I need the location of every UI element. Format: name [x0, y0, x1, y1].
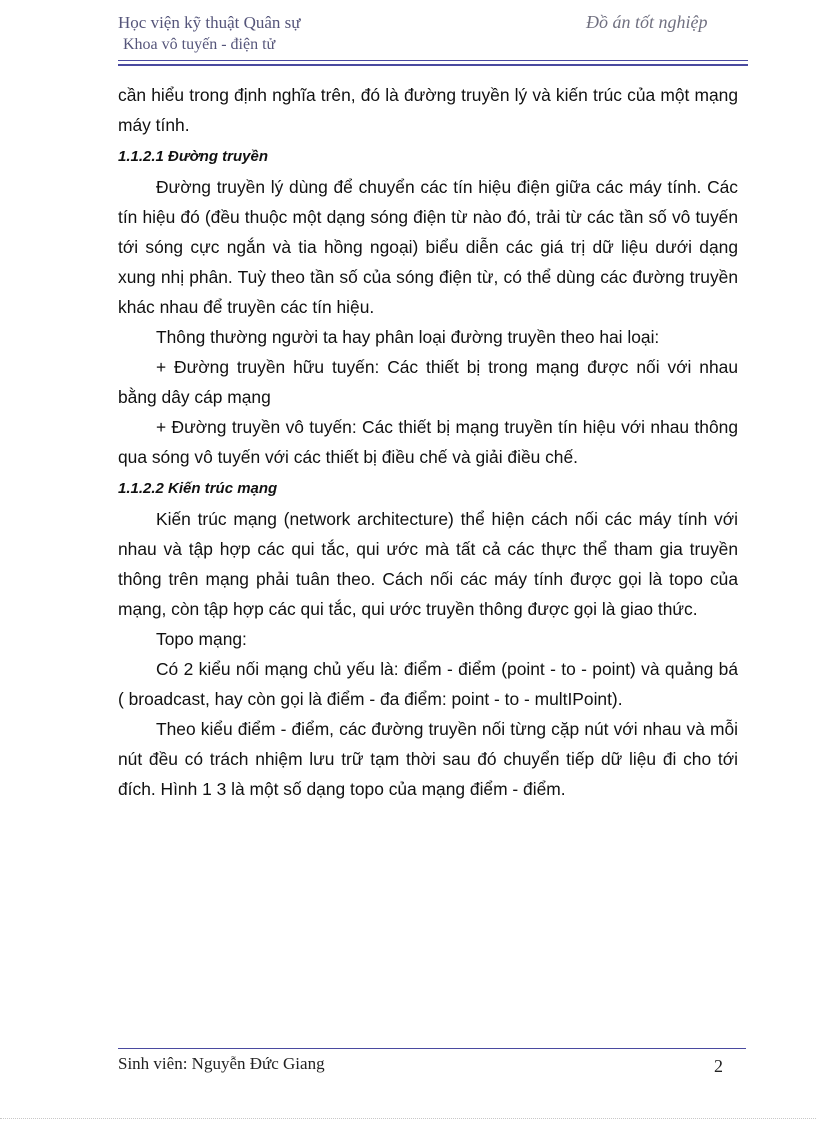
- paragraph-intro: cần hiểu trong định nghĩa trên, đó là đường truyền lý và kiến trúc của một mạng máy tính.: [118, 85, 738, 135]
- header-rule-thick: [118, 64, 748, 66]
- paragraph-connection-types: Có 2 kiểu nối mạng chủ yếu là: điểm - điểm (point - to - point) và quảng bá ( broadcast, hay còn gọi là điểm - đa điểm: point - to - multIPoint).: [118, 659, 738, 709]
- header-rule-thin: [118, 60, 748, 61]
- header-institution: Học viện kỹ thuật Quân sự: [118, 13, 301, 32]
- header-doc-type: Đồ án tốt nghiệp: [586, 12, 708, 32]
- paragraph-topology-label: Topo mạng:: [156, 629, 247, 649]
- header-faculty: Khoa vô tuyến - điện tử: [123, 36, 276, 53]
- section-heading-architecture: 1.1.2.2 Kiến trúc mạng: [118, 480, 278, 497]
- footer-student: Sinh viên: Nguyễn Đức Giang: [118, 1054, 325, 1073]
- section-heading-transmission: 1.1.2.1 Đường truyền: [118, 148, 268, 165]
- paragraph-point-to-point: Theo kiểu điểm - điểm, các đường truyền nối từng cặp nút với nhau và mỗi nút đều có trách nhiệm lưu trữ tạm thời sau đó chuyển tiếp dữ liệu đi cho tới đích. Hình 1 3 là một số dạng topo của mạng điểm - điểm.: [118, 719, 738, 799]
- footer-rule: [118, 1048, 746, 1049]
- paragraph-classification: Thông thường người ta hay phân loại đường truyền theo hai loại:: [156, 327, 660, 347]
- header-left: [118, 12, 300, 56]
- page-content: [118, 80, 738, 804]
- paragraph-wired: + Đường truyền hữu tuyến: Các thiết bị trong mạng được nối với nhau bằng dây cáp mạng: [118, 357, 738, 407]
- paragraph-wireless: + Đường truyền vô tuyến: Các thiết bị mạng truyền tín hiệu với nhau thông qua sóng vô tuyến với các thiết bị điều chế và giải điều chế.: [118, 417, 738, 467]
- footer-page-number: 2: [714, 1056, 723, 1076]
- paragraph-transmission: Đường truyền lý dùng để chuyển các tín hiệu điện giữa các máy tính. Các tín hiệu đó (đều thuộc một dạng sóng điện từ nào đó, trải từ các tần số vô tuyến tới sóng cực ngắn và tia hồng ngoại) biểu diễn các giá trị dữ liệu dưới dạng xung nhị phân. Tuỳ theo tần số của sóng điện từ, có thể dùng các đường truyền khác nhau để truyền các tín hiệu.: [118, 177, 738, 317]
- page-bottom-edge: [0, 1118, 816, 1119]
- paragraph-architecture: Kiến trúc mạng (network architecture) thể hiện cách nối các máy tính với nhau và tập hợp các qui tắc, qui ước mà tất cả các thực thể tham gia truyền thông trên mạng phải tuân theo. Cách nối các máy tính được gọi là topo của mạng, còn tập hợp các qui tắc, qui ước truyền thông được gọi là giao thức.: [118, 509, 738, 619]
